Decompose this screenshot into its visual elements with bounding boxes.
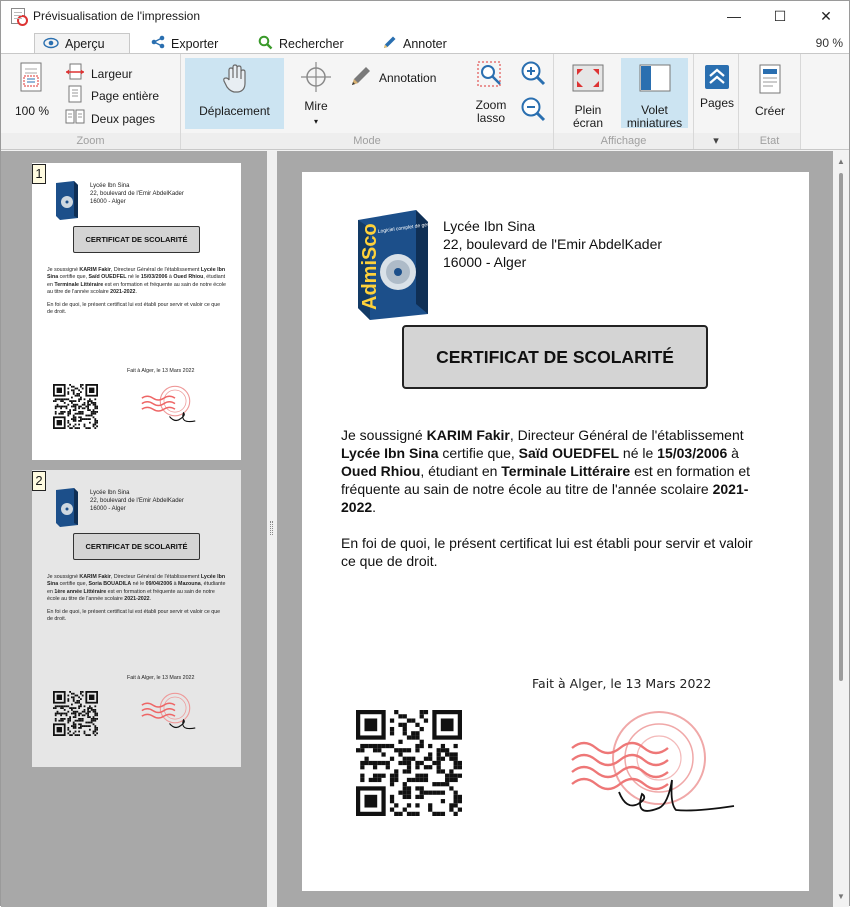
plein-ecran-label-2: écran xyxy=(572,116,604,130)
deplacement-button[interactable] xyxy=(185,58,284,129)
mire-label: Mire xyxy=(304,99,328,113)
pen-icon xyxy=(382,35,397,53)
title-bar xyxy=(1,1,849,31)
pages-dropdown-icon[interactable]: ▾ xyxy=(694,133,738,149)
minimize-button[interactable]: — xyxy=(727,8,741,24)
thumb-body xyxy=(47,267,227,317)
window-controls xyxy=(711,1,849,31)
splitter-grip-icon xyxy=(270,521,273,535)
tab-annoter-label: Annoter xyxy=(403,36,447,51)
thumbnail-number: 2 xyxy=(32,471,46,491)
ribbon xyxy=(1,53,849,150)
annotation-label: Annotation xyxy=(379,70,437,85)
thumbnail-page-2[interactable] xyxy=(32,470,241,767)
thumbnail-panel-icon xyxy=(639,64,671,95)
report-icon xyxy=(757,64,783,97)
thumb-paragraph-1: Je soussigné KARIM Fakir, Directeur Général de l'établissement Lycée Ibn Sina certifie que, Saïd OUEDFEL né le 15/03/2006 à Oued Rhiou, étudiant en Terminale Littéraire est en formation et fréquente au sain de notre école au titre de l'année scolaire 2021-2022. xyxy=(47,267,226,295)
stamp-signature-icon xyxy=(564,700,754,832)
school-city: 16000 - Alger xyxy=(443,254,527,270)
zoom-page-icon xyxy=(19,62,45,97)
group-etat xyxy=(739,54,801,149)
thumbnail-page-1[interactable] xyxy=(32,163,241,460)
mire-dropdown-icon: ▾ xyxy=(313,117,318,126)
group-mode xyxy=(181,54,554,149)
page-entiere-label: Page entière xyxy=(91,88,160,103)
school-name: Lycée Ibn Sina xyxy=(443,218,536,234)
school-address xyxy=(443,217,662,271)
zoom-in-button[interactable] xyxy=(519,60,547,88)
thumb-school-name: Lycée Ibn Sina xyxy=(90,490,130,496)
zoom-out-icon xyxy=(520,96,546,125)
share-icon xyxy=(151,35,165,52)
thumb-city: 16000 - Alger xyxy=(90,199,126,205)
thumbnail-number: 1 xyxy=(32,164,46,184)
zoom-lasso-button[interactable] xyxy=(467,60,515,130)
tab-annoter[interactable] xyxy=(374,33,455,54)
print-preview-icon xyxy=(11,8,25,24)
group-affichage-label: Affichage xyxy=(554,133,693,149)
tab-rechercher-label: Rechercher xyxy=(279,36,344,51)
thumb-street: 22, boulevard de l'Emir AbdelKader xyxy=(90,498,184,504)
admisco-logo-icon xyxy=(348,208,457,320)
thumb-street: 22, boulevard de l'Emir AbdelKader xyxy=(90,191,184,197)
thumb-paragraph-2: En foi de quoi, le présent certificat lui est établi pour servir et valoir ce que de droit. xyxy=(47,302,221,316)
thumb-paragraph-2: En foi de quoi, le présent certificat lui est établi pour servir et valoir ce que de droit. xyxy=(47,609,221,623)
pages-button[interactable] xyxy=(696,64,738,124)
qr-code-icon xyxy=(53,384,98,429)
plein-ecran-button[interactable] xyxy=(562,64,614,130)
tab-apercu[interactable] xyxy=(34,33,130,54)
page-width-icon xyxy=(65,63,85,84)
thumb-date-line: Fait à Alger, le 13 Mars 2022 xyxy=(127,675,195,681)
pages-icon xyxy=(704,64,730,93)
group-zoom xyxy=(1,54,181,149)
volet-label-2: miniatures xyxy=(626,116,683,130)
scroll-thumb[interactable] xyxy=(839,173,843,681)
deux-pages-button[interactable] xyxy=(65,108,155,129)
thumb-certificate-title: CERTIFICAT DE SCOLARITÉ xyxy=(73,226,200,253)
admisco-logo-icon xyxy=(54,487,80,527)
zoom-in-icon xyxy=(520,60,546,89)
thumb-paragraph-1: Je soussigné KARIM Fakir, Directeur Général de l'établissement Lycée Ibn Sina certifie que, Soria BOUADILA né le 09/04/2006 à Mazouna, étudiante en 1ère année Littéraire est en formation et fréquente au sain de notre école au titre de l'année scolaire 2021-2022. xyxy=(47,574,226,602)
group-etat-label: Etat xyxy=(739,133,800,149)
deplacement-label: Déplacement xyxy=(199,104,270,118)
group-pages xyxy=(694,54,739,149)
zoom-100-button[interactable] xyxy=(7,62,57,124)
scroll-up-icon[interactable]: ▲ xyxy=(837,157,845,166)
group-mode-label: Mode xyxy=(181,133,553,149)
certificate-title: CERTIFICAT DE SCOLARITÉ xyxy=(402,325,708,389)
date-line: Fait à Alger, le 13 Mars 2022 xyxy=(532,676,712,691)
thumb-school-name: Lycée Ibn Sina xyxy=(90,183,130,189)
tab-apercu-label: Aperçu xyxy=(65,37,105,51)
whole-page-icon xyxy=(65,85,85,106)
certificate-paragraph-1: Je soussigné KARIM Fakir, Directeur Général de l'établissement Lycée Ibn Sina certifie que, Saïd OUEDFEL né le 15/03/2006 à Oued Rhiou, étudiant en Terminale Littéraire est en formation et fréquente au sain de notre école au titre de l'année scolaire 2021-2022. xyxy=(341,427,751,515)
thumb-address xyxy=(90,489,184,513)
stamp-signature-icon xyxy=(140,681,210,741)
thumb-body xyxy=(47,574,227,624)
pencil-icon xyxy=(349,64,373,91)
largeur-label: Largeur xyxy=(91,66,133,81)
svg-text:AdmiSco: AdmiSco xyxy=(359,223,381,310)
thumb-certificate-title: CERTIFICAT DE SCOLARITÉ xyxy=(73,533,200,560)
window-title: Prévisualisation de l'impression xyxy=(33,9,201,23)
volet-miniatures-button[interactable] xyxy=(621,58,688,128)
zoom-lasso-icon xyxy=(476,60,506,95)
eye-icon xyxy=(43,37,59,52)
plein-ecran-label-1: Plein xyxy=(574,103,602,117)
svg-text:Logiciel complet de gestion sc: Logiciel complet de gestion scolaire xyxy=(377,218,457,235)
volet-label-1: Volet xyxy=(641,103,668,117)
deux-pages-label: Deux pages xyxy=(91,111,156,126)
page-entiere-button[interactable] xyxy=(65,85,159,106)
crosshair-icon xyxy=(299,60,333,97)
search-icon xyxy=(258,35,273,53)
stamp-signature-icon xyxy=(140,374,210,434)
preview-page xyxy=(302,172,809,891)
group-zoom-label: Zoom xyxy=(1,133,180,149)
tab-exporter-label: Exporter xyxy=(171,36,219,51)
mire-button[interactable] xyxy=(286,60,346,128)
close-button[interactable]: ✕ xyxy=(820,7,832,24)
ribbon-tabs xyxy=(1,31,849,53)
pages-label: Pages xyxy=(699,96,735,110)
certificate-paragraph-2: En foi de quoi, le présent certificat lui est établi pour servir et valoir ce que de droit. xyxy=(341,535,753,569)
hand-icon xyxy=(222,64,248,97)
creer-button[interactable] xyxy=(745,64,795,124)
admisco-logo-icon xyxy=(54,180,80,220)
qr-code-icon xyxy=(53,691,98,736)
creer-label: Créer xyxy=(754,104,785,118)
vertical-scrollbar[interactable] xyxy=(833,151,849,907)
thumb-address xyxy=(90,182,184,206)
annotation-button[interactable] xyxy=(349,64,436,91)
largeur-button[interactable] xyxy=(65,63,132,84)
tab-exporter[interactable] xyxy=(143,33,226,54)
group-affichage xyxy=(554,54,694,149)
zoom-100-label: 100 % xyxy=(14,104,50,118)
tab-rechercher[interactable] xyxy=(250,33,352,54)
scroll-down-icon[interactable]: ▼ xyxy=(837,892,845,901)
thumb-city: 16000 - Alger xyxy=(90,506,126,512)
school-street: 22, boulevard de l'Emir AbdelKader xyxy=(443,236,663,252)
qr-code-icon xyxy=(356,710,462,816)
fullscreen-icon xyxy=(572,64,604,95)
zoom-lasso-label: Zoom lasso xyxy=(475,98,507,125)
pane-splitter[interactable] xyxy=(267,151,277,907)
thumb-date-line: Fait à Alger, le 13 Mars 2022 xyxy=(127,368,195,374)
maximize-button[interactable]: ☐ xyxy=(773,7,787,24)
zoom-out-button[interactable] xyxy=(519,96,547,124)
zoom-level: 90 % xyxy=(815,36,843,50)
two-pages-icon xyxy=(65,108,85,129)
certificate-body xyxy=(341,426,771,570)
